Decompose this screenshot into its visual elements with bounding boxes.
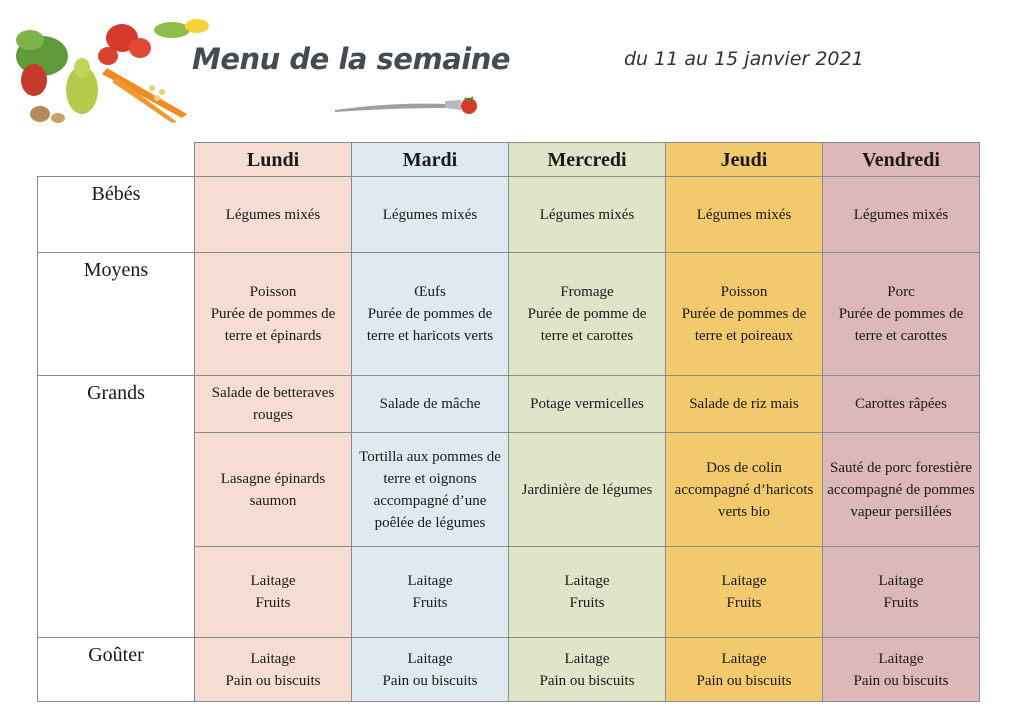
date-range: du 11 au 15 janvier 2021: [624, 48, 864, 70]
menu-cell: Laitage Fruits: [509, 547, 666, 638]
corner-cell: [38, 143, 195, 177]
menu-cell: Lasagne épinards saumon: [195, 433, 352, 547]
menu-cell: Dos de colin accompagné d’haricots verts bio: [666, 433, 823, 547]
grands-entree-row: [38, 376, 980, 433]
menu-cell: Laitage Fruits: [666, 547, 823, 638]
menu-cell: Légumes mixés: [666, 177, 823, 253]
row-label-grands: Grands: [38, 376, 195, 638]
menu-cell: Laitage Pain ou biscuits: [195, 638, 352, 702]
menu-cell: Sauté de porc forestière accompagné de pommes vapeur persillées: [823, 433, 980, 547]
menu-cell: Salade de riz mais: [666, 376, 823, 433]
vegetables-illustration: [12, 18, 212, 123]
menu-cell: Carottes râpées: [823, 376, 980, 433]
menu-cell: Légumes mixés: [823, 177, 980, 253]
day-header-vendredi: Vendredi: [823, 143, 980, 177]
menu-cell: Poisson Purée de pommes de terre et poireaux: [666, 253, 823, 376]
day-header-mardi: Mardi: [352, 143, 509, 177]
fork-icon: [333, 92, 479, 116]
menu-cell: Laitage Fruits: [195, 547, 352, 638]
row-label-moyens: Moyens: [38, 253, 195, 376]
menu-cell: Laitage Pain ou biscuits: [666, 638, 823, 702]
menu-cell: Potage vermicelles: [509, 376, 666, 433]
menu-cell: Poisson Purée de pommes de terre et épinards: [195, 253, 352, 376]
menu-cell: Légumes mixés: [509, 177, 666, 253]
menu-cell: Laitage Fruits: [823, 547, 980, 638]
menu-cell: Tortilla aux pommes de terre et oignons accompagné d’une poêlée de légumes: [352, 433, 509, 547]
menu-cell: Porc Purée de pommes de terre et carottes: [823, 253, 980, 376]
menu-cell: Fromage Purée de pomme de terre et carottes: [509, 253, 666, 376]
day-header-mercredi: Mercredi: [509, 143, 666, 177]
moyens-row: [38, 253, 980, 376]
menu-cell: Salade de betteraves rouges: [195, 376, 352, 433]
day-header-lundi: Lundi: [195, 143, 352, 177]
gouter-row: [38, 638, 980, 702]
menu-cell: Laitage Fruits: [352, 547, 509, 638]
menu-cell: Laitage Pain ou biscuits: [509, 638, 666, 702]
days-header-row: [38, 143, 980, 177]
menu-cell: Salade de mâche: [352, 376, 509, 433]
menu-cell: Légumes mixés: [352, 177, 509, 253]
menu-cell: Œufs Purée de pommes de terre et haricots verts: [352, 253, 509, 376]
weekly-menu-table: [37, 142, 980, 702]
menu-cell: Jardinière de légumes: [509, 433, 666, 547]
row-label-bebes: Bébés: [38, 177, 195, 253]
page-title: Menu de la semaine: [192, 42, 511, 76]
day-header-jeudi: Jeudi: [666, 143, 823, 177]
row-label-gouter: Goûter: [38, 638, 195, 702]
menu-cell: Laitage Pain ou biscuits: [823, 638, 980, 702]
menu-cell: Laitage Pain ou biscuits: [352, 638, 509, 702]
menu-cell: Légumes mixés: [195, 177, 352, 253]
bebes-row: [38, 177, 980, 253]
